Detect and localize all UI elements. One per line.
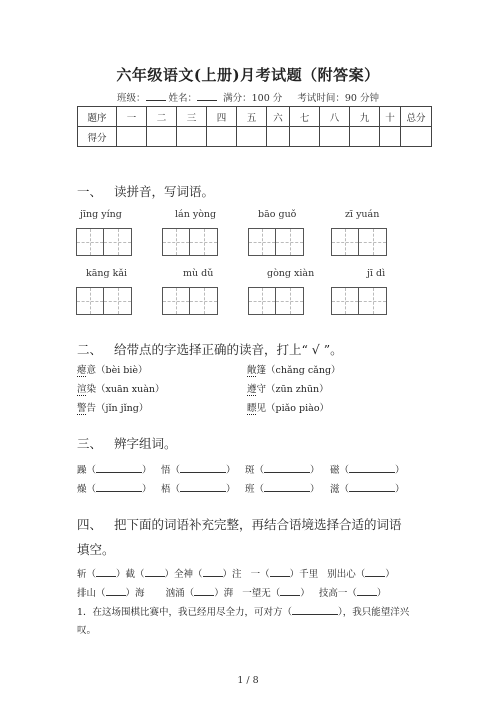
zuci-item[interactable]: 滋（ ） [330, 481, 405, 495]
class-label: 班级： [117, 93, 146, 104]
score-cell[interactable] [401, 127, 432, 147]
section-number: 一、 [77, 184, 103, 199]
pinyin: kāng kǎi [86, 268, 128, 279]
dotted-char: 瘪 [77, 365, 87, 376]
page-title: 六年级语文(上册)月考试题（附答案） [116, 66, 380, 84]
reading-options: 染（xuān xuàn） [86, 384, 165, 395]
grid-cell[interactable] [276, 287, 304, 315]
reading-options: 见（piǎo piào） [256, 403, 330, 414]
idiom-text: ）全神（ [164, 569, 203, 580]
grid-cell[interactable] [331, 287, 359, 315]
pinyin: jīng yíng [80, 209, 122, 220]
idiom-text: ） [376, 588, 387, 599]
answer-blank[interactable] [357, 585, 377, 596]
reading-item[interactable] [247, 400, 329, 414]
score-row [78, 127, 432, 147]
zuci-char: 班 [245, 484, 255, 495]
header-cell: 二 [147, 107, 177, 127]
exam-info [0, 90, 496, 104]
writing-grid[interactable] [248, 287, 304, 315]
answer-blank[interactable] [194, 585, 214, 596]
score-cell[interactable] [350, 127, 380, 147]
zuci-char: 梧 [161, 484, 171, 495]
grid-cell[interactable] [190, 287, 218, 315]
idiom-text: 排山（ [77, 588, 106, 599]
answer-blank[interactable] [264, 462, 310, 473]
score-cell[interactable] [237, 127, 267, 147]
score-cell[interactable] [117, 127, 147, 147]
score-cell[interactable] [207, 127, 237, 147]
header-cell: 四 [207, 107, 237, 127]
writing-grid[interactable] [248, 228, 304, 256]
dotted-char: 瞟 [247, 403, 257, 414]
writing-grid[interactable] [331, 287, 387, 315]
zuci-char: 斑 [245, 465, 255, 476]
answer-blank[interactable] [96, 481, 142, 492]
grid-cell[interactable] [359, 228, 387, 256]
zuci-item[interactable]: 躁（ ） [77, 462, 152, 476]
header-cell: 三 [177, 107, 207, 127]
writing-grid[interactable] [76, 228, 132, 256]
idiom-text: ）注 [222, 569, 242, 580]
reading-item[interactable] [77, 362, 148, 376]
reading-item[interactable] [247, 381, 329, 395]
section-text: 把下面的词语补充完整，再结合语境选择合适的词语 [113, 517, 402, 532]
section-number: 三、 [77, 436, 103, 451]
reading-item[interactable] [77, 400, 148, 414]
answer-blank[interactable] [280, 585, 300, 596]
header-cell: 五 [237, 107, 267, 127]
idiom-text: 一望无（ [242, 588, 281, 599]
question-text: ），我只能望洋兴 [338, 607, 410, 618]
grid-cell[interactable] [76, 287, 104, 315]
section-number: 二、 [77, 342, 103, 357]
zuci-char: 悟 [161, 465, 171, 476]
page-number: 1 / 8 [237, 675, 259, 686]
header-cell: 八 [320, 107, 350, 127]
idiom-text: ）湃 [214, 588, 234, 599]
answer-blank[interactable] [145, 566, 165, 577]
pinyin: lán yòng [175, 209, 217, 220]
grid-cell[interactable] [162, 287, 190, 315]
zuci-char: 滋 [330, 484, 340, 495]
section-number: 四、 [77, 517, 103, 532]
zuci-item[interactable]: 悟（ ） [161, 462, 236, 476]
score-cell[interactable] [267, 127, 290, 147]
zuci-item[interactable]: 燥（ ） [77, 481, 152, 495]
section-1-heading [77, 182, 214, 200]
grid-cell[interactable] [104, 287, 132, 315]
answer-blank[interactable] [292, 604, 338, 615]
reading-item[interactable] [77, 381, 165, 395]
idiom-text: 一（ [250, 569, 270, 580]
answer-blank[interactable] [264, 481, 310, 492]
grid-cell[interactable] [248, 287, 276, 315]
section-2-heading [77, 340, 343, 358]
section-3-heading [77, 434, 176, 452]
pinyin: jī dì [367, 268, 386, 279]
writing-grid[interactable] [76, 287, 132, 315]
section-4-heading-cont: 填空。 [77, 542, 115, 557]
section-text: 辨字组词。 [113, 436, 177, 451]
answer-blank[interactable] [96, 462, 142, 473]
zuci-item[interactable]: 梧（ ） [161, 481, 236, 495]
idiom-text: ）截（ [116, 569, 145, 580]
grid-cell[interactable] [276, 228, 304, 256]
reading-options: 意（bèi biè） [86, 365, 148, 376]
answer-blank[interactable] [349, 481, 395, 492]
zuci-item[interactable]: 班（ ） [245, 481, 320, 495]
zuci-char: 磁 [330, 465, 340, 476]
name-label: 姓名： [168, 93, 198, 104]
question-1-cont: 叹。 [77, 625, 97, 636]
zuci-item[interactable]: 斑（ ） [245, 462, 320, 476]
grid-cell[interactable] [162, 228, 190, 256]
score-cell[interactable] [380, 127, 401, 147]
pinyin: zī yuán [345, 209, 380, 220]
header-cell: 题序 [78, 107, 117, 127]
reading-options: 篷（chǎng cǎng） [256, 365, 341, 376]
answer-blank[interactable] [365, 566, 385, 577]
idiom-text: ）海 [125, 588, 145, 599]
answer-blank[interactable] [180, 462, 226, 473]
idiom-text: 斩（ [77, 569, 97, 580]
reading-options: 告（jǐn jǐng） [86, 403, 149, 414]
header-cell: 总分 [401, 107, 432, 127]
section-text: 读拼音，写词语。 [113, 184, 214, 199]
grid-cell[interactable] [359, 287, 387, 315]
idiom-text: ）千里 [289, 569, 319, 580]
zuci-char: 躁 [77, 465, 87, 476]
idiom-line-1[interactable] [77, 566, 395, 580]
idiom-line-2[interactable] [77, 585, 386, 599]
score-table [77, 106, 432, 147]
idiom-text: ） [300, 588, 310, 599]
reading-options: 守（zūn zhūn） [256, 384, 329, 395]
idiom-text: 汹涌（ [165, 588, 195, 599]
score-row-label: 得分 [78, 127, 117, 147]
score-header-row [78, 107, 432, 127]
answer-blank[interactable] [203, 566, 223, 577]
question-text: 1．在这场围棋比赛中，我已经用尽全力，可对方（ [77, 607, 293, 618]
writing-grid[interactable] [162, 287, 218, 315]
grid-cell[interactable] [331, 228, 359, 256]
answer-blank[interactable] [106, 585, 126, 596]
grid-cell[interactable] [76, 228, 104, 256]
header-cell: 十 [380, 107, 401, 127]
score-cell[interactable] [177, 127, 207, 147]
dotted-char: 敞 [247, 365, 257, 376]
exam-time: 考试时间：90 分钟 [297, 93, 379, 104]
idiom-text: 技高一（ [318, 588, 357, 599]
full-score: 满分：100 分 [223, 93, 283, 104]
idiom-text: 别出心（ [327, 569, 366, 580]
class-blank [146, 91, 166, 101]
section-text: 给带点的字选择正确的读音，打上“ √ ”。 [113, 342, 343, 357]
header-cell: 一 [117, 107, 147, 127]
answer-blank[interactable] [349, 462, 395, 473]
dotted-char: 遵 [247, 384, 257, 395]
pinyin: gòng xiàn [267, 268, 315, 279]
grid-cell[interactable] [248, 228, 276, 256]
answer-blank[interactable] [180, 481, 226, 492]
idiom-text: ） [385, 569, 395, 580]
score-cell[interactable] [320, 127, 350, 147]
dotted-char: 渲 [77, 384, 87, 395]
grid-cell[interactable] [190, 228, 218, 256]
dotted-char: 警 [77, 403, 87, 414]
zuci-item[interactable]: 磁（ ） [330, 462, 405, 476]
zuci-char: 燥 [77, 484, 87, 495]
writing-grid[interactable] [162, 228, 218, 256]
score-cell[interactable] [147, 127, 177, 147]
pinyin: bāo guǒ [258, 209, 297, 220]
writing-grid[interactable] [331, 228, 387, 256]
name-blank [197, 91, 217, 101]
answer-blank[interactable] [270, 566, 290, 577]
question-1[interactable] [77, 604, 409, 618]
header-cell: 九 [350, 107, 380, 127]
section-4-heading [77, 515, 401, 533]
header-cell: 六 [267, 107, 290, 127]
header-cell: 七 [290, 107, 320, 127]
reading-item[interactable] [247, 362, 341, 376]
answer-blank[interactable] [96, 566, 116, 577]
score-cell[interactable] [290, 127, 320, 147]
pinyin: mù dǔ [183, 268, 214, 279]
grid-cell[interactable] [104, 228, 132, 256]
